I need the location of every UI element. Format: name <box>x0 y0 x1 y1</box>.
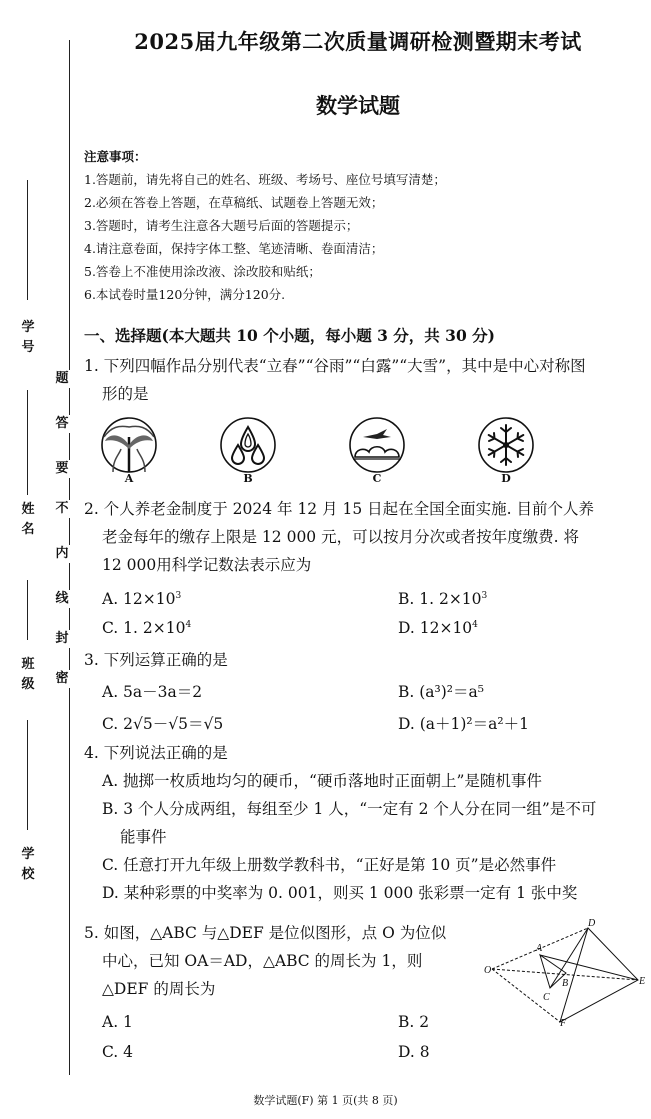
note-item: 4.请注意卷面，保持字体工整、笔迹清晰、卷面清洁； <box>84 241 384 256</box>
seal-char: 封 <box>52 630 72 648</box>
q1-label-d: D <box>501 472 511 485</box>
q4-option-a: A. 抛掷一枚质地均匀的硬币，“硬币落地时正面朝上”是随机事件 <box>102 772 542 790</box>
student-id-label: 学号 <box>21 320 35 355</box>
page-footer: 数学试题(F) 第 1 页(共 8 页) <box>253 1094 398 1107</box>
q2-stem-line: 12 000用科学记数法表示应为 <box>102 556 312 574</box>
note-item: 3.答题时，请考生注意各大题号后面的答题提示； <box>84 218 359 233</box>
note-item: 6.本试卷时量120分钟，满分120分. <box>84 287 286 302</box>
q1-stem-line: 形的是 <box>102 385 149 403</box>
notes-section <box>84 145 446 306</box>
question-2 <box>84 495 594 579</box>
point-e: E <box>639 976 646 987</box>
point-d: D <box>588 918 596 929</box>
name-line <box>27 390 28 495</box>
question-5 <box>84 919 446 1003</box>
q1-label-b: B <box>243 472 253 485</box>
exam-title: 2025届九年级第二次质量调研检测暨期末考试 <box>134 29 582 54</box>
school-line <box>27 720 28 830</box>
bird-clouds-icon <box>347 415 407 475</box>
q3-option-d: D. (a＋1)²＝a²＋1 <box>398 715 529 733</box>
q2-stem-line: 老金每年的缴存上限是 12 000 元，可以按月分次或者按年度缴费. 将 <box>102 528 579 546</box>
question-4 <box>84 739 596 907</box>
q4-stem: 4. 下列说法正确的是 <box>84 744 228 762</box>
seal-char: 密 <box>52 670 72 688</box>
q1-label-a: A <box>124 472 134 485</box>
q5-option-b: B. 2 <box>398 1013 430 1031</box>
point-b: B <box>562 978 569 989</box>
point-a: A <box>536 943 543 954</box>
seal-char: 题 <box>52 370 72 388</box>
notes-heading: 注意事项： <box>84 149 147 164</box>
section-heading: 一、选择题(本大题共 10 个小题，每小题 3 分，共 30 分) <box>84 326 495 345</box>
q4-option-d: D. 某种彩票的中奖率为 0. 001，则买 1 000 张彩票一定有 1 张中奖 <box>102 884 578 902</box>
seal-char: 内 <box>52 545 72 563</box>
name-label: 姓名 <box>21 502 35 537</box>
note-item: 2.必须在答卷上答题，在草稿纸、试题卷上答题无效； <box>84 195 384 210</box>
q5-option-d: D. 8 <box>398 1043 430 1061</box>
q4-option-b: B. 3 个人分成两组，每组至少 1 人，“一定有 2 个人分在同一组”是不可 <box>102 800 597 818</box>
q4-option-b-cont: 能事件 <box>120 828 167 846</box>
q1-label-c: C <box>372 472 382 485</box>
note-item: 1.答题前，请先将自己的姓名、班级、考场号、座位号填写清楚； <box>84 172 446 187</box>
point-c: C <box>543 992 550 1003</box>
class-line <box>27 580 28 640</box>
class-label: 班级 <box>21 657 35 692</box>
question-3: 3. 下列运算正确的是 <box>84 651 228 669</box>
triangle-def <box>560 928 638 1022</box>
q3-option-b: B. (a³)²＝a⁵ <box>398 683 484 701</box>
q5-stem-line: △DEF 的周长为 <box>102 980 216 998</box>
water-drops-icon <box>218 415 278 475</box>
question-1 <box>84 352 586 408</box>
q2-option-b: B. 1. $2\times 10^3$ <box>398 590 488 608</box>
point-f: F <box>560 1018 567 1029</box>
seal-char: 要 <box>52 460 72 478</box>
seal-char: 不 <box>52 500 72 518</box>
binding-margin <box>0 0 80 1119</box>
q5-stem-line: 中心，已知 OA＝AD，△ABC 的周长为 1，则 <box>102 952 423 970</box>
seal-char: 答 <box>52 415 72 433</box>
q2-option-d: D. $12\times 10^4$ <box>398 619 478 637</box>
q5-stem-line: 5. 如图，△ABC 与△DEF 是位似图形，点 O 为位似 <box>84 924 447 942</box>
q3-option-a: A. 5a－3a＝2 <box>102 683 203 701</box>
q5-option-a: A. 1 <box>102 1013 133 1031</box>
homothety-figure <box>484 918 644 1028</box>
q5-option-c: C. 4 <box>102 1043 134 1061</box>
point-o: O <box>484 965 492 976</box>
seal-char: 线 <box>52 590 72 608</box>
school-label: 学校 <box>21 847 35 882</box>
subject-title: 数学试题 <box>316 93 400 118</box>
q2-option-c: C. 1. $2\times 10^4$ <box>102 619 192 637</box>
q3-option-c: C. 2√5－√5＝√5 <box>102 715 224 733</box>
note-item: 5.答卷上不准使用涂改液、涂改胶和贴纸； <box>84 264 321 279</box>
snowflake-icon <box>476 415 536 475</box>
student-id-line <box>27 180 28 300</box>
q2-option-a: A. $12\times 10^3$ <box>102 590 182 608</box>
q1-stem-line: 1. 下列四幅作品分别代表“立春”“谷雨”“白露”“大雪”，其中是中心对称图 <box>84 357 586 375</box>
q4-option-c: C. 任意打开九年级上册数学教科书，“正好是第 10 页”是必然事件 <box>102 856 557 874</box>
sprout-icon <box>99 415 159 475</box>
q2-stem-line: 2. 个人养老金制度于 2024 年 12 月 15 日起在全国全面实施. 目前个人养 <box>84 500 595 518</box>
